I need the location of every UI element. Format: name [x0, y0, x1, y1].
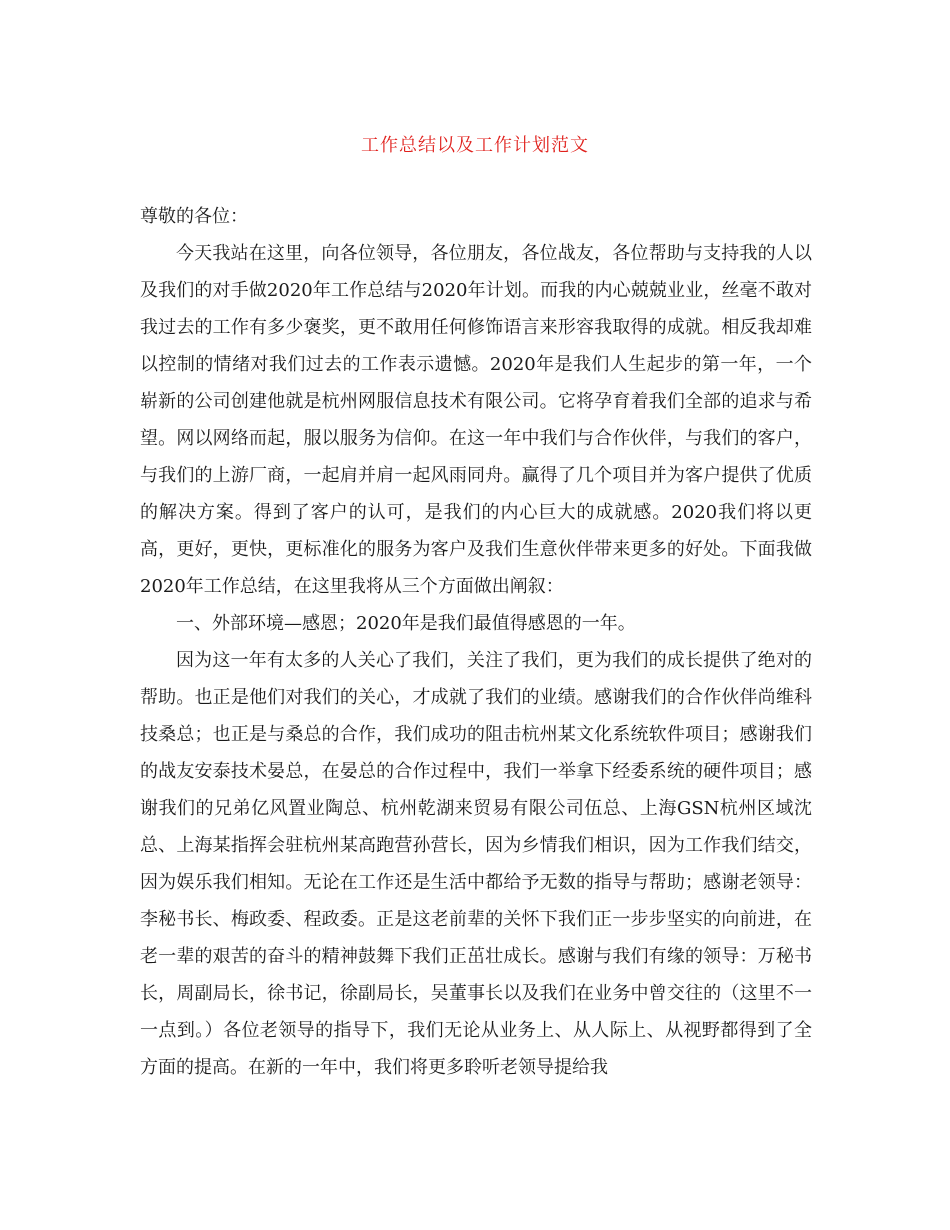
section-heading-external-environment: 一、外部环境—感恩；2020年是我们最值得感恩的一年。 — [176, 613, 636, 634]
document-title: 工作总结以及工作计划范文 — [361, 135, 589, 156]
paragraph-intro: 今天我站在这里，向各位领导，各位朋友，各位战友，各位帮助与支持我的人以及我们的对手做2020年工作总结与2020年计划。而我的内心兢兢业业，丝毫不敢对我过去的工作有多少褒奖，更不敢用任何修饰语言来形容我取得的成就。相反我却难以控制的情绪对我们过去的工作表示遗憾。2020年是我们人生起步的第一年，一个崭新的公司创建他就是杭州网服信息技术有限公司。它将孕育着我们全部的追求与希望。网以网络而起，服以服务为信仰。在这一年中我们与合作伙伴，与我们的客户，与我们的上游厂商，一起肩并肩一起风雨同舟。赢得了几个项目并为客户提供了优质的解决方案。得到了客户的认可，是我们的内心巨大的成就感。2020我们将以更高，更好，更快，更标准化的服务为客户及我们生意伙伴带来更多的好处。下面我做2020年工作总结，在这里我将从三个方面做出阐叙： — [140, 243, 812, 597]
document-body — [140, 198, 812, 1086]
paragraph-gratitude: 因为这一年有太多的人关心了我们，关注了我们，更为我们的成长提供了绝对的帮助。也正是他们对我们的关心，才成就了我们的业绩。感谢我们的合作伙伴尚维科技桑总；也正是与桑总的合作，我们成功的阻击杭州某文化系统软件项目；感谢我们的战友安泰技术晏总，在晏总的合作过程中，我们一举拿下经委系统的硬件项目；感谢我们的兄弟亿风置业陶总、杭州乾湖来贸易有限公司伍总、上海GSN杭州区域沈总、上海某指挥会驻杭州某高跑营孙营长，因为乡情我们相识，因为工作我们结交，因为娱乐我们相知。无论在工作还是生活中都给予无数的指导与帮助；感谢老领导：李秘书长、梅政委、程政委。正是这老前辈的关怀下我们正一步步坚实的向前进，在老一辈的艰苦的奋斗的精神鼓舞下我们正茁壮成长。感谢与我们有缘的领导：万秘书长，周副局长，徐书记，徐副局长，吴董事长以及我们在业务中曾交往的（这里不一一点到。）各位老领导的指导下，我们无论从业务上、从人际上、从视野都得到了全方面的提高。在新的一年中，我们将更多聆听老领导提给我 — [140, 650, 812, 1078]
salutation: 尊敬的各位： — [140, 206, 248, 227]
